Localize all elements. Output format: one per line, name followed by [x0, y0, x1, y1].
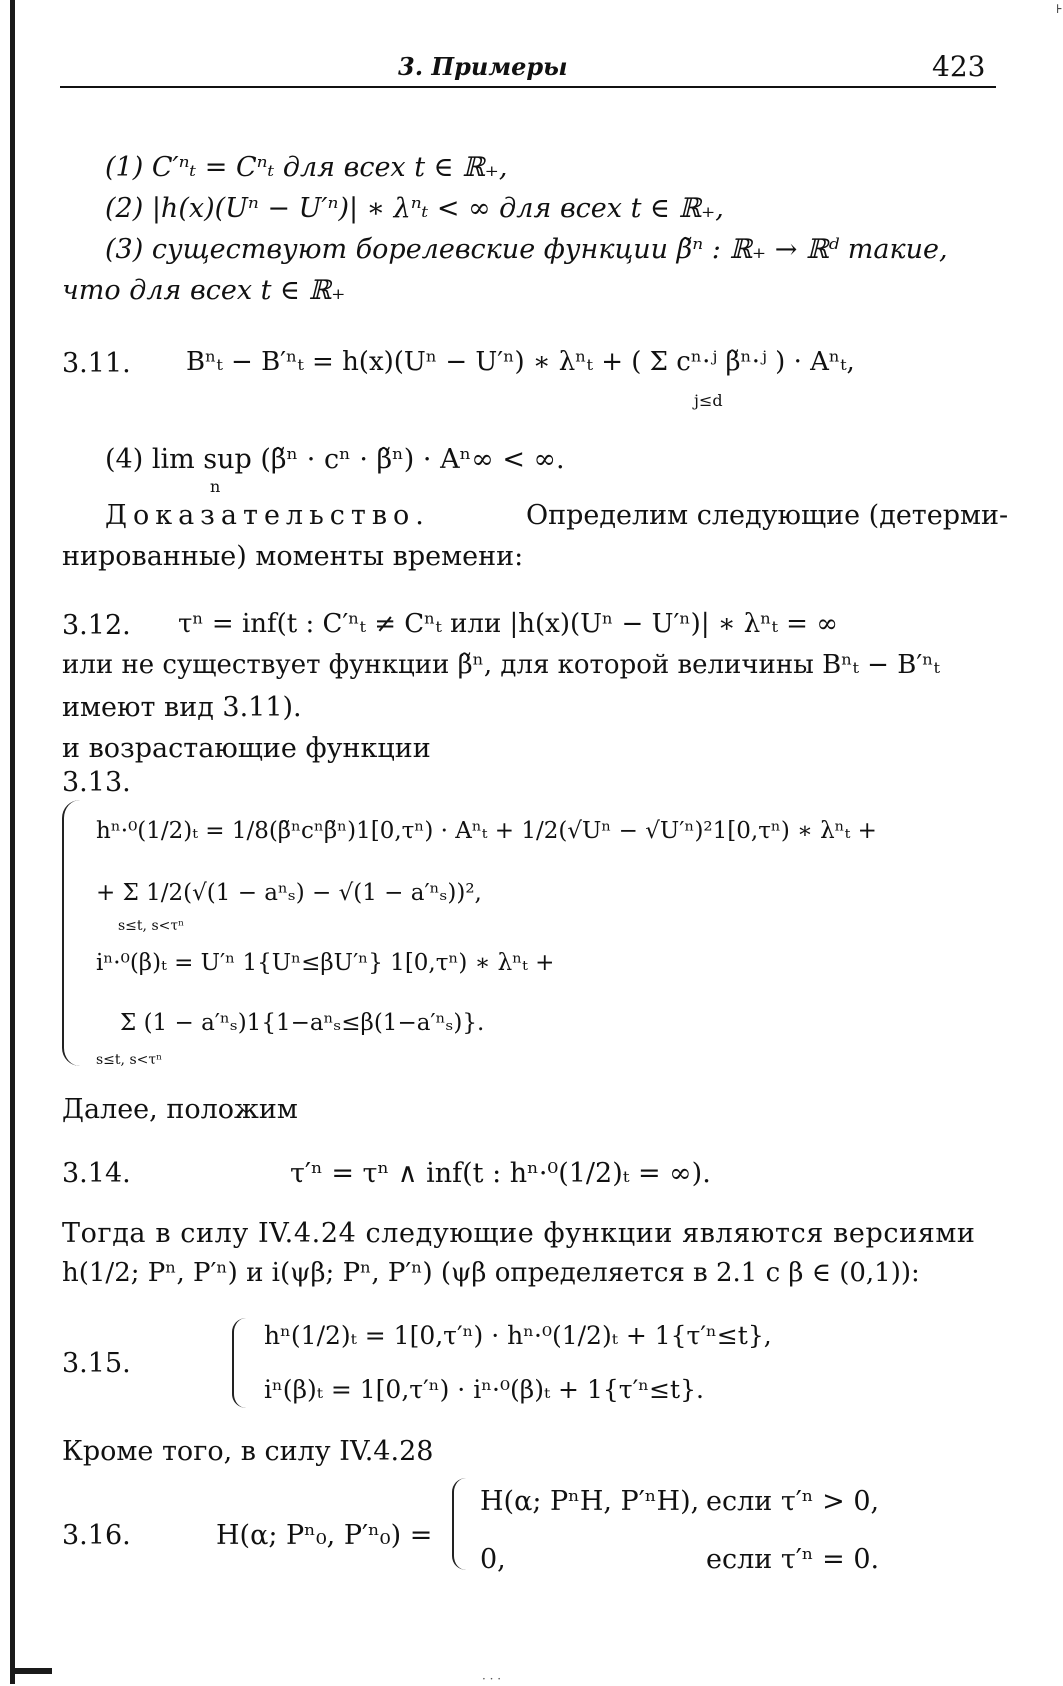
eq-3-16-lhs: H(α; Pⁿ₀, P′ⁿ₀) = [216, 1520, 433, 1551]
eq-3-16-case1-value: H(α; PⁿH, P′ⁿH), [480, 1486, 700, 1517]
corner-mark: ⊦ [1056, 2, 1063, 16]
header-rule [60, 86, 996, 88]
running-head: 3. Примеры [398, 52, 568, 81]
eq-3-15-line2: iⁿ(β)ₜ = 1[0,τ′ⁿ) · iⁿ·⁰(β)ₜ + 1{τ′ⁿ≤t}. [264, 1375, 704, 1404]
increasing-functions-text: и возрастающие функции [62, 733, 431, 764]
condition-2: (2) |h(x)(Uⁿ − U′ⁿ)| ∗ λⁿₜ < ∞ для всех t ∈ ℝ₊, [105, 193, 724, 224]
proof-text-1: Определим следующие (детерми- [526, 500, 1009, 531]
eq-3-13-line1: hⁿ·⁰(1/2)ₜ = 1/8(β̃ⁿcⁿβ̃ⁿ)1[0,τⁿ) · Aⁿₜ + 1/2(√Uⁿ − √U′ⁿ)²1[0,τⁿ) ∗ λⁿₜ + [96, 818, 877, 844]
eq-3-13-line4: Σ (1 − a′ⁿₛ)1{1−aⁿₛ≤β(1−a′ⁿₛ)}. [120, 1010, 485, 1036]
proof-text-2: нированные) моменты времени: [62, 541, 524, 572]
condition-3-cont: что для всех t ∈ ℝ₊ [62, 275, 346, 306]
eq-3-16-case1-cond: если τ′ⁿ > 0, [706, 1486, 880, 1517]
eq-3-11-sum-index: j≤d [694, 391, 723, 410]
eq-label-3-16: 3.16. [62, 1520, 131, 1551]
page-edge-foot [10, 1668, 52, 1674]
eq-3-13-sum-index-2: s≤t, s<τⁿ [96, 1052, 163, 1068]
condition-3: (3) существуют борелевские функции β̃ⁿ : ℝ₊ → ℝᵈ такие, [105, 234, 948, 265]
eq-3-15-line1: hⁿ(1/2)ₜ = 1[0,τ′ⁿ) · hⁿ·⁰(1/2)ₜ + 1{τ′ⁿ≤t}, [264, 1321, 772, 1350]
eq-label-3-11: 3.11. [62, 348, 131, 379]
system-brace-3-13 [62, 800, 82, 1066]
proof-heading: Доказательство. [105, 500, 430, 531]
eq-label-3-14: 3.14. [62, 1158, 131, 1189]
versions-text-1: Тогда в силу IV.4.24 следующие функции являются версиями [62, 1218, 976, 1249]
system-brace-3-15 [232, 1318, 248, 1408]
eq-label-3-12: 3.12. [62, 610, 131, 641]
eq-3-12-line3: имеют вид 3.11). [62, 692, 302, 723]
moreover-text: Кроме того, в силу IV.4.28 [62, 1436, 434, 1467]
condition-1: (1) C′ⁿₜ = Cⁿₜ для всех t ∈ ℝ₊, [105, 152, 508, 183]
eq-3-13-line3: iⁿ·⁰(β)ₜ = U′ⁿ 1{Uⁿ≤βU′ⁿ} 1[0,τⁿ) ∗ λⁿₜ + [96, 950, 555, 976]
eq-3-12-line2: или не существует функции β̃ⁿ, для которой величины Bⁿₜ − B′ⁿₜ [62, 650, 940, 680]
scan-mark: · · · [482, 1672, 502, 1686]
page-number: 423 [932, 50, 986, 83]
condition-4: (4) lim sup (β̃ⁿ · cⁿ · β̃ⁿ) · Aⁿ∞ < ∞. [105, 444, 565, 475]
eq-3-16-case2-value: 0, [480, 1544, 506, 1575]
eq-label-3-13: 3.13. [62, 767, 131, 798]
eq-3-11: Bⁿₜ − B′ⁿₜ = h(x)(Uⁿ − U′ⁿ) ∗ λⁿₜ + ( Σ cⁿ·ʲ β̃ⁿ·ʲ ) · Aⁿₜ, [186, 347, 855, 377]
eq-3-13-line2: + Σ 1/2(√(1 − aⁿₛ) − √(1 − a′ⁿₛ))², [96, 880, 482, 906]
condition-4-subscript: n [210, 477, 221, 496]
further-text: Далее, положим [62, 1094, 298, 1125]
eq-3-16-case2-cond: если τ′ⁿ = 0. [706, 1544, 880, 1575]
cases-brace-3-16 [452, 1478, 468, 1570]
eq-3-13-sum-index-1: s≤t, s<τⁿ [118, 918, 185, 934]
eq-3-14: τ′ⁿ = τⁿ ∧ inf(t : hⁿ·⁰(1/2)ₜ = ∞). [290, 1158, 711, 1189]
page-edge-rule [10, 0, 15, 1684]
eq-3-12-line1: τⁿ = inf(t : C′ⁿₜ ≠ Cⁿₜ или |h(x)(Uⁿ − U′ⁿ)| ∗ λⁿₜ = ∞ [178, 609, 838, 639]
versions-text-2: h(1/2; Pⁿ, P′ⁿ) и i(ψβ; Pⁿ, P′ⁿ) (ψβ определяется в 2.1 с β ∈ (0,1)): [62, 1258, 920, 1288]
eq-label-3-15: 3.15. [62, 1348, 131, 1379]
